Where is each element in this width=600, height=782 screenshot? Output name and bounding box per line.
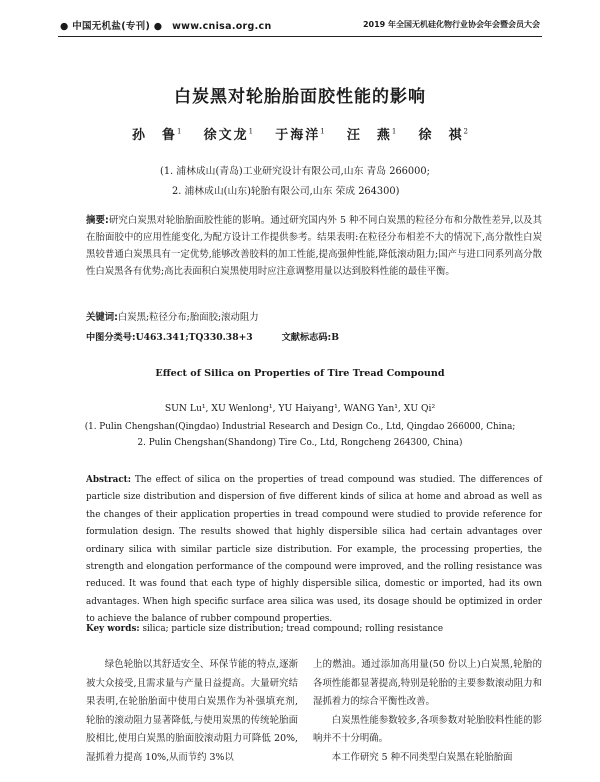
keywords-label-en: Key words:	[86, 624, 140, 634]
header-rule	[58, 36, 542, 37]
document-code: 文献标志码:B	[281, 332, 339, 343]
classification-line	[86, 329, 365, 343]
affiliation-cn-1: (1. 浦林成山(青岛)工业研究设计有限公司,山东 青岛 266000;	[160, 166, 430, 177]
author-cn: 汪 燕$^1$	[346, 127, 397, 143]
paper-title-cn: 白炭黑对轮胎胎面胶性能的影响	[174, 87, 426, 107]
keywords-text-cn: 白炭黑;粒径分布;胎面胶;滚动阻力	[117, 312, 259, 323]
author-cn: 于海洋$^1$	[275, 127, 325, 143]
author-list-cn	[0, 124, 600, 143]
journal-header: ● 中国无机盐(专刊) ● www.cnisa.org.cn	[60, 21, 272, 32]
abstract-text-cn: 研究白炭黑对轮胎胎面胶性能的影响。通过研究国内外 5 种不同白炭黑的粒径分布和分散性差异,以及其在胎面胶中的应用性能变化,为配方设计工作提供参考。结果表明:在粒径分布相差不大的情况下,高分散性白炭黑较普通白炭黑具有一定优势,能够改善胶料的加工性能,提高强伸性能,降低滚动阻力;国产与进口同系列高分散性白炭黑各有优势;高比表面积白炭黑使用时应注意调整用量以达到胶料性能的最佳平衡。	[86, 215, 542, 277]
affiliation-en	[0, 420, 600, 451]
body-column-left	[86, 656, 298, 768]
keywords-en	[86, 624, 443, 634]
abstract-label-en: Abstract:	[86, 475, 131, 485]
affiliation-cn-2: 2. 浦林成山(山东)轮胎有限公司,山东 荣成 264300)	[172, 186, 400, 197]
author-cn: 徐文龙$^1$	[203, 127, 254, 143]
affiliation-en-1: (1. Pulin Chengshan(Qingdao) Industrial Research and Design Co., Ltd, Qingdao 266000, China;	[84, 422, 516, 432]
keywords-cn	[86, 309, 259, 323]
keywords-label-cn: 关键词:	[86, 312, 118, 323]
abstract-cn	[86, 212, 542, 280]
author-cn: 徐 祺$^2$	[418, 127, 468, 143]
clc-number: 中图分类号:U463.341;TQ330.38+3	[86, 332, 253, 343]
running-header	[0, 16, 600, 36]
body-paragraph: 绿色轮胎以其舒适安全、环保节能的特点,逐渐被大众接受,且需求量与产量日益提高。大量研究结果表明,在轮胎胎面中使用白炭黑作为补强填充剂,轮胎的滚动阻力显著降低,与使用炭黑的传统轮胎面胶相比,使用白炭黑的胎面胶滚动阻力可降低 20%,湿抓着力提高 10%,从而节约 3%以	[86, 659, 298, 763]
keywords-text-en: silica; particle size distribution; tread compound; rolling resistance	[142, 624, 444, 634]
abstract-en	[86, 472, 542, 629]
body-paragraph: 本工作研究 5 种不同类型白炭黑在轮胎胎面	[331, 751, 513, 763]
conference-header: 2019 年全国无机硅化物行业协会年会暨会员大会	[362, 20, 540, 29]
body-paragraph: 上的燃油。通过添加高用量(50 份以上)白炭黑,轮胎的各项性能都显著提高,特别是轮胎的主要参数滚动阻力和湿抓着力的综合平衡性改善。	[313, 659, 542, 708]
body-paragraph: 白炭黑性能参数较多,各项参数对轮胎胶料性能的影响并不十分明确。	[313, 714, 542, 745]
author-list-en: SUN Lu¹, XU Wenlong¹, YU Haiyang¹, WANG Yan¹, XU Qi²	[164, 403, 436, 414]
paper-title-en: Effect of Silica on Properties of Tire Tread Compound	[155, 368, 445, 379]
abstract-label-cn: 摘要:	[86, 215, 109, 226]
affiliation-en-2: 2. Pulin Chengshan(Shandong) Tire Co., Ltd, Rongcheng 264300, China)	[137, 437, 463, 448]
author-cn: 孙 鲁$^1$	[132, 127, 182, 143]
abstract-text-en: The effect of silica on the properties of tread compound was studied. The differences of particle size distribution and dispersion of five different kinds of silica at home and abroad as well as the changes of their application properties in tread compound were studied to provide reference for formulation design. The results showed that highly dispersible silica had certain advantages over ordinary silica with similar particle size distribution. For example, the processing properties, the strength and elongation performance of the compound were improved, and the rolling resistance was reduced. It was found that each type of highly dispersible silica, domestic or imported, had its own advantages. When high specific surface area silica was used, its dosage should be optimized in order to achieve the balance of rubber compound properties.	[86, 475, 542, 625]
body-column-right	[313, 656, 542, 768]
